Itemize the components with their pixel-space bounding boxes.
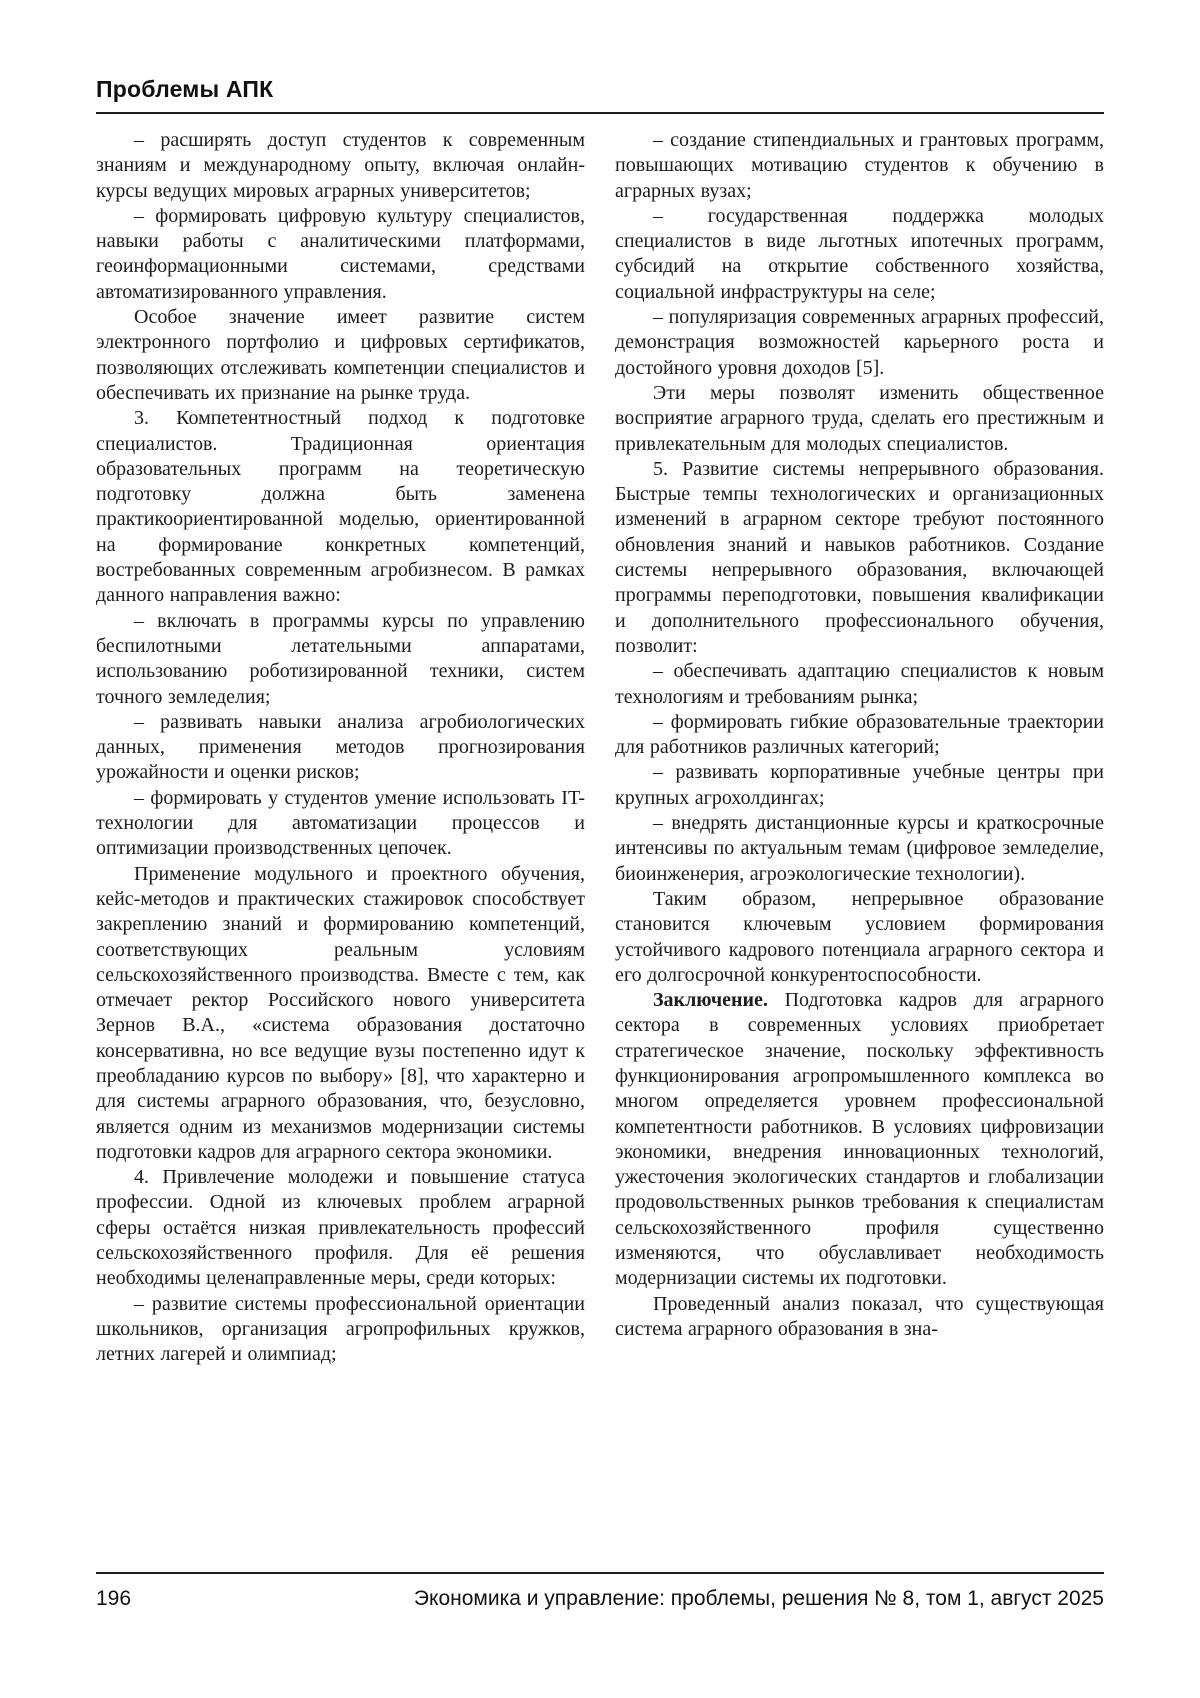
paragraph: – популяризация современных аграрных профессий, демонстрация возможностей карьерного роста и достойного уровня доходов [5].: [615, 306, 1104, 379]
paragraph: Эти меры позволят изменить общественное восприятие аграрного труда, сделать его престижным и привлекательным для молодых специалистов.: [615, 381, 1104, 455]
right-column: [615, 128, 1104, 1368]
paragraph: – обеспечивать адаптацию специалистов к новым технологиям и требованиям рынка;: [615, 660, 1104, 708]
paragraph: – создание стипендиальных и грантовых программ, повышающих мотивацию студентов к обучению в аграрных вузах;: [615, 129, 1104, 202]
paragraph: Заключение. Подготовка кадров для аграрного сектора в современных условиях приобретает стратегическое значение, поскольку эффективность функционирования агропромышленного комплекса во многом определяется уровнем профессиональной компетентности работников. В условиях цифровизации экономики, внедрения инновационных технологий, ужесточения экологических стандартов и глобализации продовольственных рынков требования к специалистам сельскохозяйственного профиля существенно изменяются, что обуславливает необходимость модернизации системы их подготовки.: [615, 989, 1104, 1290]
journal-title-line: Экономика и управление: проблемы, решения № 8, том 1, август 2025: [413, 1587, 1104, 1610]
paragraph: 5. Развитие системы непрерывного образования. Быстрые темпы технологических и организационных изменений в аграрном секторе требуют постоянного обновления знаний и навыков работников. Создание системы непрерывного образования, включающей программы переподготовки, повышения квалификации и дополнительного профессионального обучения, позволит:: [615, 457, 1104, 657]
page-footer: [96, 1572, 1104, 1611]
paragraph: Особое значение имеет развитие систем электронного портфолио и цифровых сертификатов, позволяющих отслеживать компетенции специалистов и обеспечивать их признание на рынке труда.: [96, 306, 585, 404]
paragraph-lead: Заключение.: [653, 989, 768, 1012]
paragraph: Таким образом, непрерывное образование становится ключевым условием формирования устойчивого кадрового потенциала аграрного сектора и его долгосрочной конкурентоспособности.: [615, 887, 1104, 986]
paragraph: Проведенный анализ показал, что существующая система аграрного образования в зна-: [615, 1292, 1104, 1340]
paragraph: – включать в программы курсы по управлению беспилотными летательными аппаратами, использованию роботизированной техники, систем точного земледелия;: [96, 609, 585, 708]
paragraph: – формировать цифровую культуру специалистов, навыки работы с аналитическими платформами, геоинформационными системами, средствами автоматизированного управления.: [96, 204, 585, 303]
paragraph: – расширять доступ студентов к современным знаниям и международному опыту, включая онлайн-курсы ведущих мировых аграрных университетов;: [96, 129, 585, 202]
article-body: [96, 128, 1104, 1368]
page-header: [96, 76, 1104, 114]
paragraph: – развитие системы профессиональной ориентации школьников, организация агропрофильных кружков, летних лагерей и олимпиад;: [96, 1292, 585, 1366]
paragraph: Применение модульного и проектного обучения, кейс-методов и практических стажировок способствует закреплению знаний и формированию компетенций, соответствующих реальным условиям сельскохозяйственного производства. Вместе с тем, как отмечает ректор Российского нового университета Зернов В.А., «система образования достаточно консервативна, но все ведущие вузы постепенно идут к преобладанию курсов по выбору» [8], что характерно и для системы аграрного образования, что, безусловно, является одним из механизмов модернизации системы подготовки кадров для аграрного сектора экономики.: [96, 862, 585, 1163]
paragraph: 3. Компетентностный подход к подготовке специалистов. Традиционная ориентация образовательных программ на теоретическую подготовку должна быть заменена практикоориентированной моделью, ориентированной на формирование конкретных компетенций, востребованных современным агробизнесом. В рамках данного направления важно:: [96, 407, 585, 607]
section-heading: Проблемы АПК: [96, 76, 274, 102]
footer-row: [96, 1587, 1104, 1611]
paragraph: – внедрять дистанционные курсы и краткосрочные интенсивы по актуальным темам (цифровое земледелие, биоинженерия, агроэкологические технологии).: [615, 812, 1104, 885]
left-column: [96, 128, 585, 1368]
footer-rule: [96, 1572, 1104, 1574]
paragraph: – формировать гибкие образовательные траектории для работников различных категорий;: [615, 710, 1104, 759]
paragraph: – формировать у студентов умение использовать IT-технологии для автоматизации процессов и оптимизации производственных цепочек.: [96, 786, 585, 860]
paragraph: – государственная поддержка молодых специалистов в виде льготных ипотечных программ, субсидий на открытие собственного хозяйства, социальной инфраструктуры на селе;: [615, 204, 1104, 303]
header-rule: [96, 112, 1104, 114]
paragraph: 4. Привлечение молодежи и повышение статуса профессии. Одной из ключевых проблем аграрной сферы остаётся низкая привлекательность профессий сельскохозяйственного профиля. Для её решения необходимы целенаправленные меры, среди которых:: [96, 1166, 585, 1290]
paragraph: – развивать навыки анализа агробиологических данных, применения методов прогнозирования урожайности и оценки рисков;: [96, 710, 585, 784]
page-number: 196: [96, 1587, 132, 1610]
paragraph: – развивать корпоративные учебные центры при крупных агрохолдингах;: [615, 761, 1104, 809]
